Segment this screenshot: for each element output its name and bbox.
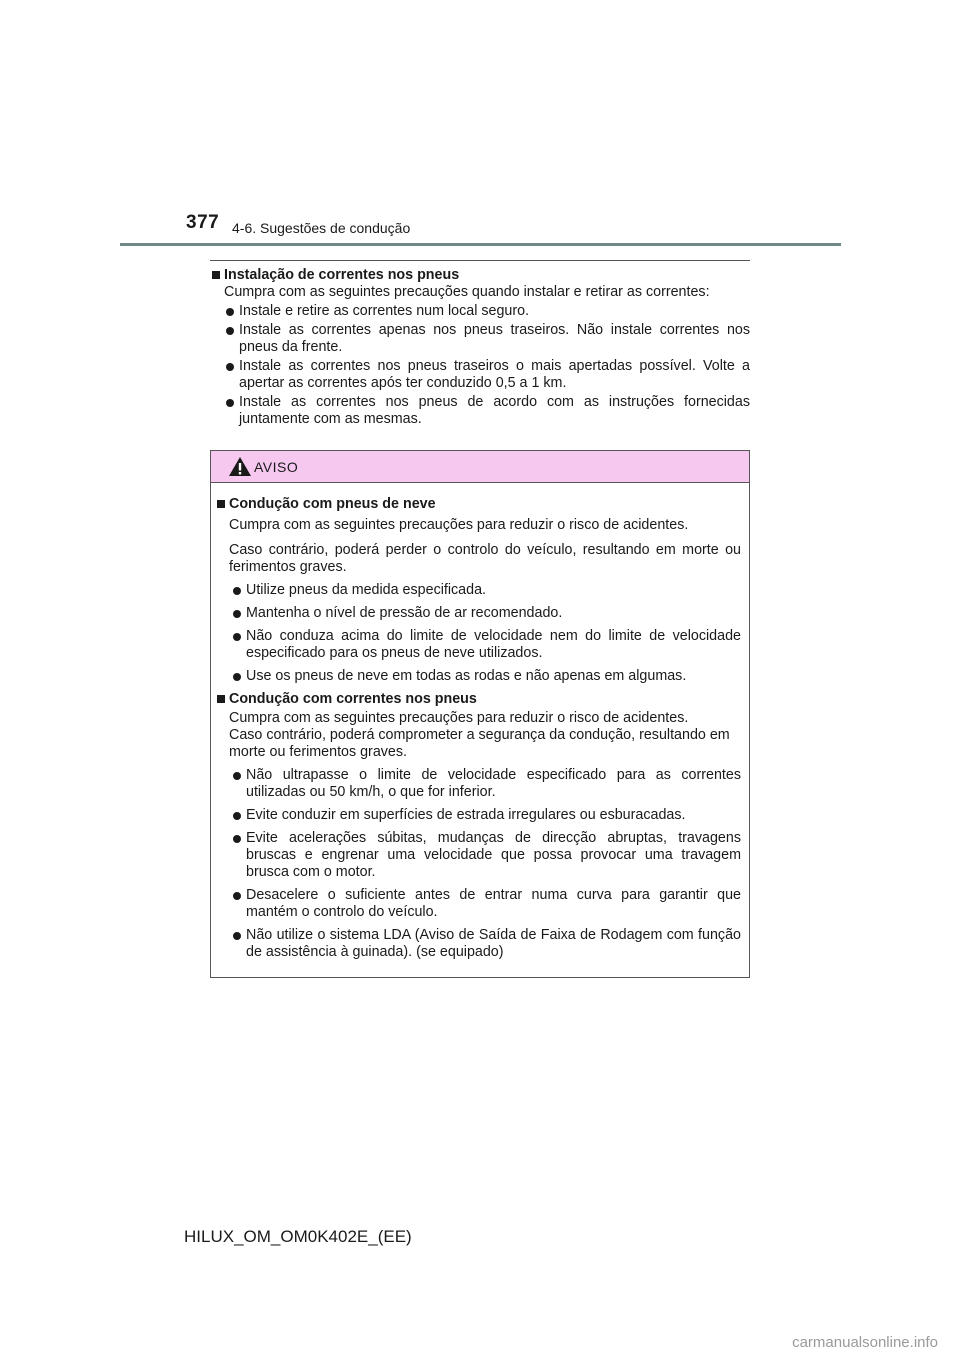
intro-bullet: Instale as correntes apenas nos pneus traseiros. Não instale correntes nos pneus da frente. xyxy=(210,322,750,356)
warning-bullet: Desacelere o suficiente antes de entrar numa curva para garantir que mantém o controlo do veículo. xyxy=(215,887,741,921)
warning-bullet: Não ultrapasse o limite de velocidade especificado para as correntes utilizadas ou 50 km/h, o que for inferior. xyxy=(215,767,741,801)
header-rule xyxy=(120,243,841,246)
intro-section xyxy=(210,267,750,428)
warning-bullet: Mantenha o nível de pressão de ar recomendado. xyxy=(215,605,741,622)
page-number: 377 xyxy=(186,212,220,233)
intro-bullet: Instale e retire as correntes num local seguro. xyxy=(210,303,750,320)
intro-bullet: Instale as correntes nos pneus de acordo com as instruções fornecidas juntamente com as mesmas. xyxy=(210,394,750,428)
warning-heading-snow-tires: Condução com pneus de neve xyxy=(215,496,741,513)
warning-box xyxy=(210,450,750,978)
footer-code: HILUX_OM_OM0K402E_(EE) xyxy=(184,1227,412,1246)
intro-heading: Instalação de correntes nos pneus xyxy=(210,267,750,284)
warning-triangle-icon xyxy=(228,456,252,482)
intro-text: Cumpra com as seguintes precauções quando instalar e retirar as correntes: xyxy=(224,284,710,300)
warning-text: Cumpra com as seguintes precauções para reduzir o risco de acidentes. xyxy=(229,710,689,726)
section-header: 4-6. Sugestões de condução xyxy=(232,220,411,236)
warning-bullet: Use os pneus de neve em todas as rodas e não apenas em algumas. xyxy=(215,668,741,685)
warning-text: Cumpra com as seguintes precauções para reduzir o risco de acidentes. xyxy=(229,517,689,533)
warning-text: Caso contrário, poderá perder o controlo do veículo, resultando em morte ou ferimentos graves. xyxy=(229,542,741,575)
top-rule xyxy=(210,260,750,261)
warning-text: Caso contrário, poderá comprometer a segurança da condução, resultando em morte ou ferimentos graves. xyxy=(229,727,730,760)
warning-bullet: Utilize pneus da medida especificada. xyxy=(215,582,741,599)
warning-body xyxy=(211,483,749,961)
warning-bullet: Evite conduzir em superfícies de estrada irregulares ou esburacadas. xyxy=(215,807,741,824)
watermark: carmanualsonline.info xyxy=(792,1334,938,1351)
warning-bullet: Evite acelerações súbitas, mudanças de direcção abruptas, travagens bruscas e engrenar uma velocidade que possa provocar uma travagem brusca com o motor. xyxy=(215,830,741,881)
warning-title: AVISO xyxy=(254,459,299,475)
warning-heading-tire-chains: Condução com correntes nos pneus xyxy=(215,691,741,708)
warning-header xyxy=(211,451,749,483)
warning-bullet: Não conduza acima do limite de velocidade nem do limite de velocidade especificado para os pneus de neve utilizados. xyxy=(215,628,741,662)
intro-bullet: Instale as correntes nos pneus traseiros o mais apertadas possível. Volte a apertar as correntes após ter conduzido 0,5 a 1 km. xyxy=(210,358,750,392)
warning-bullet: Não utilize o sistema LDA (Aviso de Saída de Faixa de Rodagem com função de assistência à guinada). (se equipado) xyxy=(215,927,741,961)
